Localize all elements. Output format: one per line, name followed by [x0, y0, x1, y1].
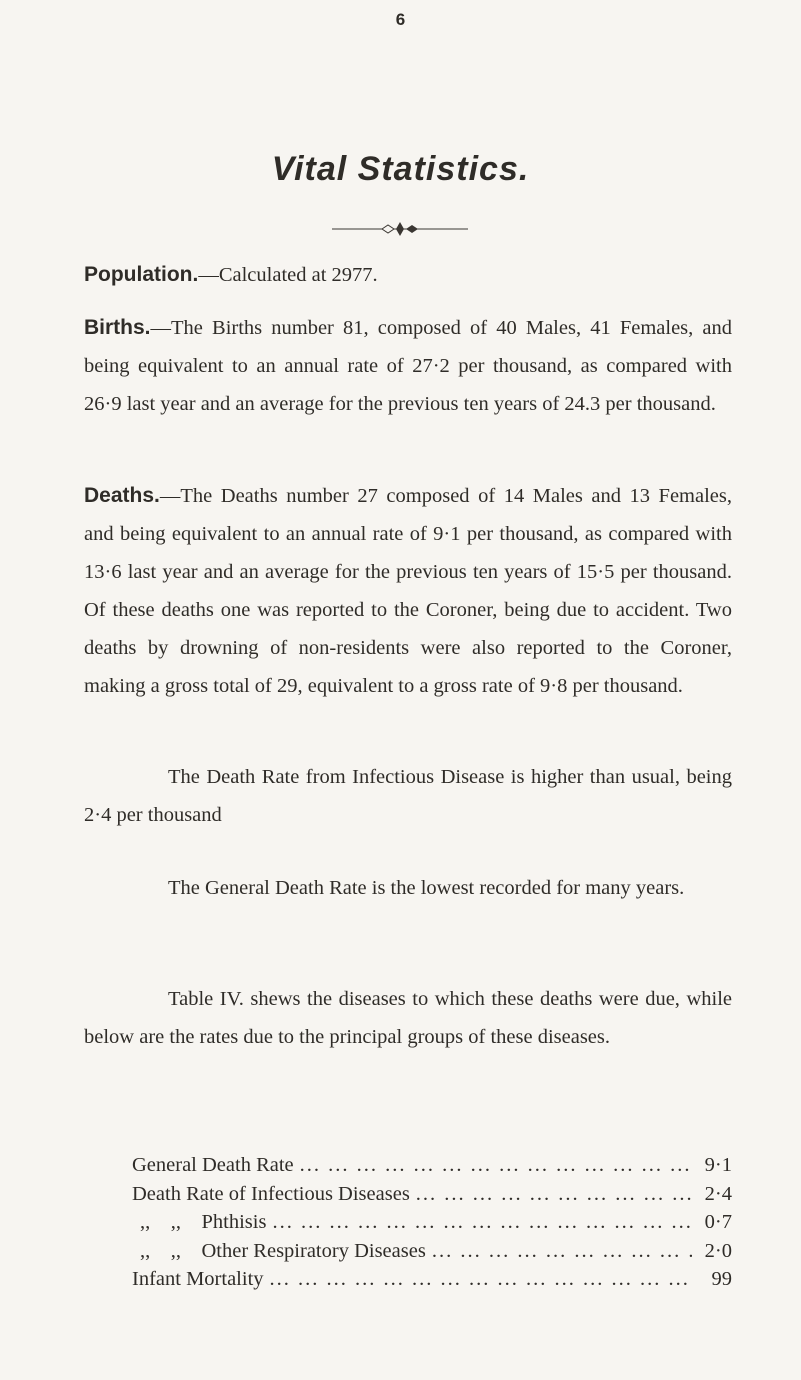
leader-dots — [294, 1151, 692, 1180]
deaths-heading: Deaths. — [84, 484, 160, 507]
rate-row-phthisis — [132, 1208, 732, 1237]
population-paragraph — [84, 256, 732, 294]
rate-label: Infant Mortality — [132, 1268, 264, 1290]
births-heading: Births. — [84, 316, 151, 339]
rate-label: Death Rate of Infectious Diseases — [132, 1182, 410, 1205]
divider-ornament — [330, 222, 470, 236]
births-paragraph — [84, 309, 732, 423]
infectious-rate-paragraph: The Death Rate from Infectious Disease is higher than usual, being 2·4 per thousand — [84, 766, 732, 826]
population-text: —Calculated at 2977. — [198, 264, 378, 286]
leader-dots — [426, 1237, 692, 1266]
rate-value: 2·4 — [704, 1182, 732, 1205]
rate-value: 2·0 — [704, 1239, 732, 1262]
rate-row-infectious — [132, 1180, 732, 1209]
deaths-paragraph — [84, 477, 732, 705]
rate-value: 99 — [711, 1268, 732, 1290]
rate-row-infant-mortality — [132, 1265, 732, 1294]
deaths-text: —The Deaths number 27 composed of 14 Males and 13 Females, and being equivalent to an annual rate of 9·1 per thousand, as compared with 13·6 last year and an average for the previous ten years of 15·5 per thousand. Of these deaths one was reported to the Coroner, being due to accident. Two deaths by drowning of non-residents were also reported to the Coroner, making a gross total of 29, equivalent to a gross rate of 9·8 per thousand. — [84, 485, 732, 697]
leader-dots — [410, 1180, 692, 1209]
page-title: Vital Statistics. — [271, 150, 530, 188]
rate-value: 0·7 — [704, 1211, 732, 1233]
rate-label: ,, ,, Other Respiratory Diseases — [140, 1239, 426, 1262]
rate-row-respiratory — [132, 1237, 732, 1266]
table-reference-paragraph: Table IV. shews the diseases to which these deaths were due, while below are the rates due to the principal groups of these diseases. — [84, 988, 732, 1048]
rate-label: General Death Rate — [132, 1154, 294, 1176]
leader-dots — [264, 1265, 692, 1294]
death-rates-list — [132, 1151, 732, 1294]
rate-label: ,, ,, Phthisis — [140, 1211, 267, 1233]
rate-value: 9·1 — [704, 1154, 732, 1176]
leader-dots — [266, 1208, 692, 1237]
general-rate-paragraph: The General Death Rate is the lowest recorded for many years. — [168, 877, 685, 899]
births-text: —The Births number 81, composed of 40 Males, 41 Females, and being equivalent to an annual rate of 27·2 per thousand, as compared with 26·9 last year and an average for the previous ten years of 24.3 per thousand. — [84, 317, 732, 415]
rate-row-general — [132, 1151, 732, 1180]
population-heading: Population. — [84, 263, 199, 286]
page-number: 6 — [395, 10, 406, 29]
